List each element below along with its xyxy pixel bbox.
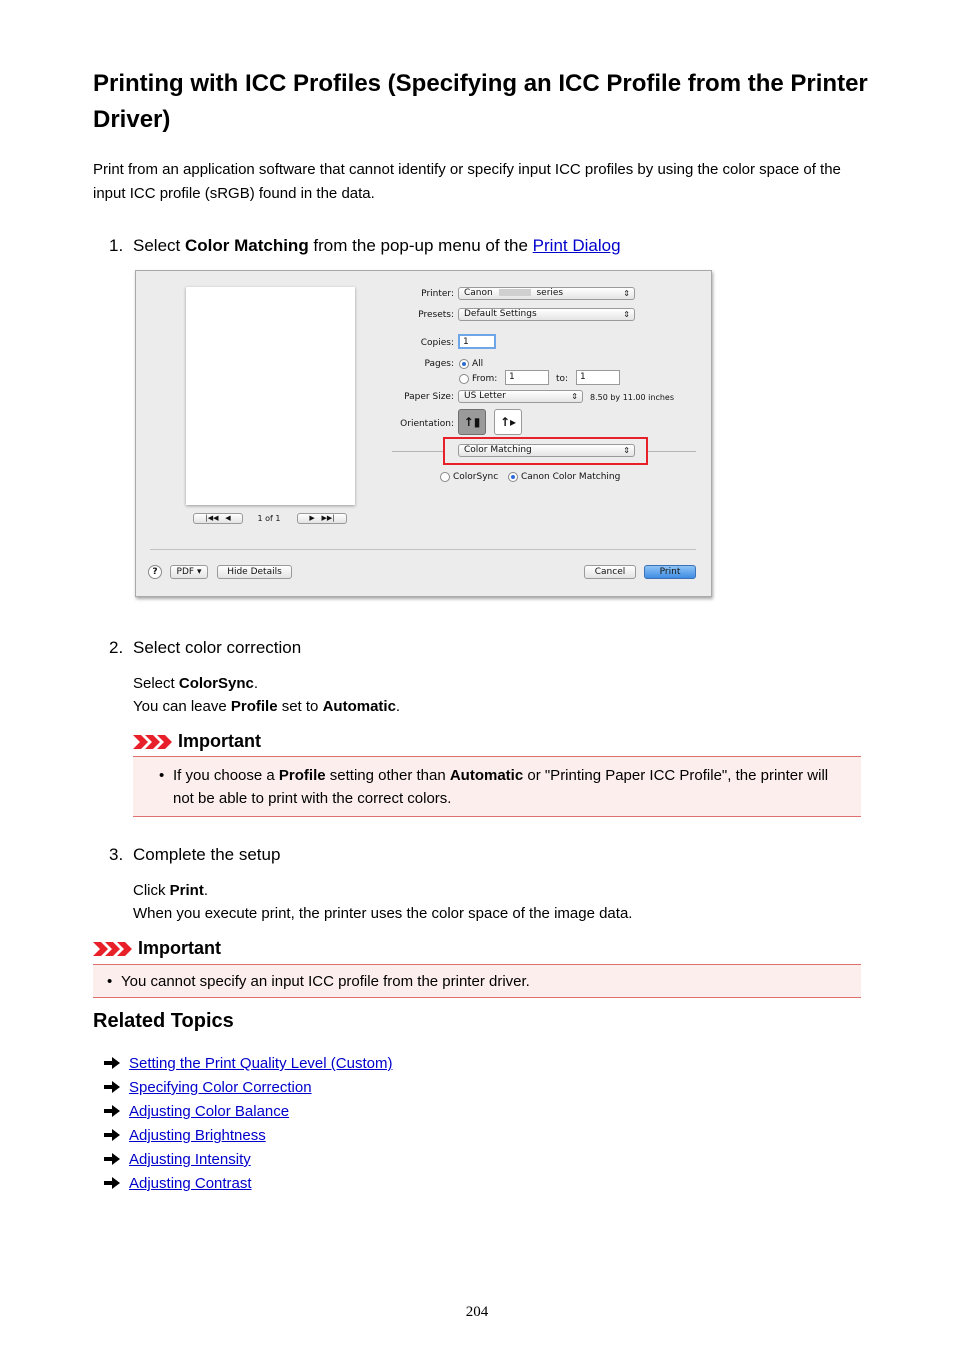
- printer-popup[interactable]: [458, 287, 635, 300]
- related-topics-heading: Related Topics: [93, 1010, 234, 1032]
- related-item: [104, 1054, 392, 1074]
- step-number: 3.: [109, 845, 124, 864]
- color-matching-value: Color Matching: [464, 445, 532, 455]
- chevron-updown-icon: ⇕: [623, 310, 630, 319]
- pages-label: Pages:: [424, 359, 454, 369]
- paper-size-value: US Letter: [464, 391, 506, 401]
- paper-size-popup[interactable]: [458, 390, 583, 403]
- page-title: Printing with ICC Profiles (Specifying an ICC Profile from the Printer Driver): [93, 70, 868, 133]
- profile-bold: Profile: [278, 767, 326, 784]
- pages-from-label: From:: [472, 374, 498, 384]
- printer-suffix: series: [536, 288, 564, 298]
- step-3-details: [133, 879, 853, 925]
- related-item: [104, 1078, 312, 1098]
- pages-all-radio[interactable]: [459, 359, 469, 369]
- text: or "Printing Paper ICC Profile", the printer will not be able to print with the correct colors.: [173, 767, 829, 807]
- important-box: [133, 756, 861, 817]
- step-text: Select: [133, 236, 185, 255]
- presets-popup[interactable]: [458, 308, 635, 321]
- pages-to-label: to:: [556, 374, 569, 384]
- canon-color-matching-label: Canon Color Matching: [521, 472, 621, 482]
- page-indicator: 1 of 1: [257, 514, 281, 523]
- colorsync-label: ColorSync: [453, 472, 499, 482]
- text: Click: [133, 882, 170, 899]
- color-matching-popup[interactable]: [458, 444, 635, 457]
- important-arrows-icon: [93, 941, 133, 957]
- text: set to: [277, 698, 323, 715]
- automatic-bold: Automatic: [449, 767, 524, 784]
- redacted-model: [499, 289, 531, 296]
- presets-label: Presets:: [418, 310, 454, 320]
- copies-field[interactable]: 1: [458, 334, 496, 349]
- bullet: •: [159, 767, 165, 784]
- pages-all-label: All: [472, 359, 484, 369]
- next-last-page-button[interactable]: ▶ ▶▶|: [297, 513, 347, 524]
- printer-value: Canon: [464, 288, 493, 298]
- chevron-down-icon: ▾: [196, 567, 202, 577]
- from-field[interactable]: 1: [505, 370, 549, 385]
- step-number: 2.: [109, 638, 124, 657]
- step-2-details: [133, 672, 853, 718]
- profile-bold: Profile: [230, 698, 278, 715]
- bottom-divider: [150, 549, 696, 550]
- printer-label: Printer:: [421, 289, 454, 299]
- print-dialog-link[interactable]: Print Dialog: [532, 236, 621, 255]
- step-bold: Color Matching: [184, 236, 309, 255]
- chevron-updown-icon: ⇕: [571, 392, 578, 401]
- intro-paragraph: Print from an application software that cannot identify or specify input ICC profiles by using the color space of the input ICC profile (sRGB) found in the data.: [93, 161, 841, 202]
- step-heading: Complete the setup: [133, 845, 281, 864]
- landscape-orientation-button[interactable]: ↑▸: [494, 409, 522, 435]
- important-heading: [133, 730, 261, 752]
- page-number: 204: [465, 1304, 489, 1320]
- related-link[interactable]: Setting the Print Quality Level (Custom): [129, 1055, 393, 1072]
- paper-dimensions: 8.50 by 11.00 inches: [590, 393, 675, 402]
- related-item: [104, 1174, 252, 1194]
- text: Select: [133, 675, 179, 692]
- arrow-right-icon: [104, 1177, 120, 1189]
- arrow-right-icon: [104, 1057, 120, 1069]
- arrow-right-icon: [104, 1105, 120, 1117]
- text: When you execute print, the printer uses the color space of the image data.: [133, 905, 633, 922]
- related-link[interactable]: Adjusting Contrast: [129, 1175, 252, 1192]
- text: If you choose a: [173, 767, 279, 784]
- step-number: 1.: [109, 236, 124, 255]
- text: .: [395, 698, 401, 715]
- important-label: Important: [138, 938, 221, 958]
- presets-value: Default Settings: [464, 309, 537, 319]
- automatic-bold: Automatic: [322, 698, 396, 715]
- page-preview: [186, 287, 355, 505]
- print-button[interactable]: Print: [644, 565, 696, 579]
- copies-label: Copies:: [420, 338, 454, 348]
- arrow-right-icon: [104, 1129, 120, 1141]
- related-link[interactable]: Adjusting Brightness: [129, 1127, 266, 1144]
- canon-color-matching-radio[interactable]: [508, 472, 518, 482]
- related-link[interactable]: Specifying Color Correction: [129, 1079, 312, 1096]
- paper-size-label: Paper Size:: [404, 392, 454, 402]
- text: setting other than: [325, 767, 450, 784]
- pdf-label: PDF: [176, 567, 195, 577]
- help-button[interactable]: ?: [148, 565, 162, 579]
- important-box: [93, 964, 861, 998]
- colorsync-bold: ColorSync: [178, 675, 254, 692]
- step-heading: Select color correction: [133, 638, 302, 657]
- important-label: Important: [178, 731, 261, 751]
- related-item: [104, 1126, 266, 1146]
- text: .: [253, 675, 259, 692]
- related-link[interactable]: Adjusting Color Balance: [129, 1103, 290, 1120]
- step-text: from the pop-up menu of the: [308, 236, 533, 255]
- text: You can leave: [133, 698, 231, 715]
- pages-from-radio[interactable]: [459, 374, 469, 384]
- orientation-label: Orientation:: [400, 419, 454, 429]
- chevron-updown-icon: ⇕: [623, 446, 630, 455]
- text: .: [203, 882, 209, 899]
- important-arrows-icon: [133, 734, 173, 750]
- related-item: [104, 1150, 251, 1170]
- bullet: •: [107, 973, 113, 990]
- pdf-button[interactable]: [170, 565, 208, 579]
- hide-details-button[interactable]: Hide Details: [217, 565, 292, 579]
- related-item: [104, 1102, 289, 1122]
- portrait-orientation-button[interactable]: ↑▮: [458, 409, 486, 435]
- first-prev-page-button[interactable]: |◀◀ ◀: [193, 513, 243, 524]
- arrow-right-icon: [104, 1153, 120, 1165]
- print-bold: Print: [169, 882, 204, 899]
- colorsync-radio[interactable]: [440, 472, 450, 482]
- print-dialog-screenshot: [135, 270, 712, 597]
- chevron-updown-icon: ⇕: [623, 289, 630, 298]
- arrow-right-icon: [104, 1081, 120, 1093]
- to-field[interactable]: 1: [576, 370, 620, 385]
- related-link[interactable]: Adjusting Intensity: [129, 1151, 251, 1168]
- cancel-button[interactable]: Cancel: [584, 565, 636, 579]
- important-heading: [93, 937, 221, 959]
- important-text: You cannot specify an input ICC profile from the printer driver.: [121, 973, 530, 990]
